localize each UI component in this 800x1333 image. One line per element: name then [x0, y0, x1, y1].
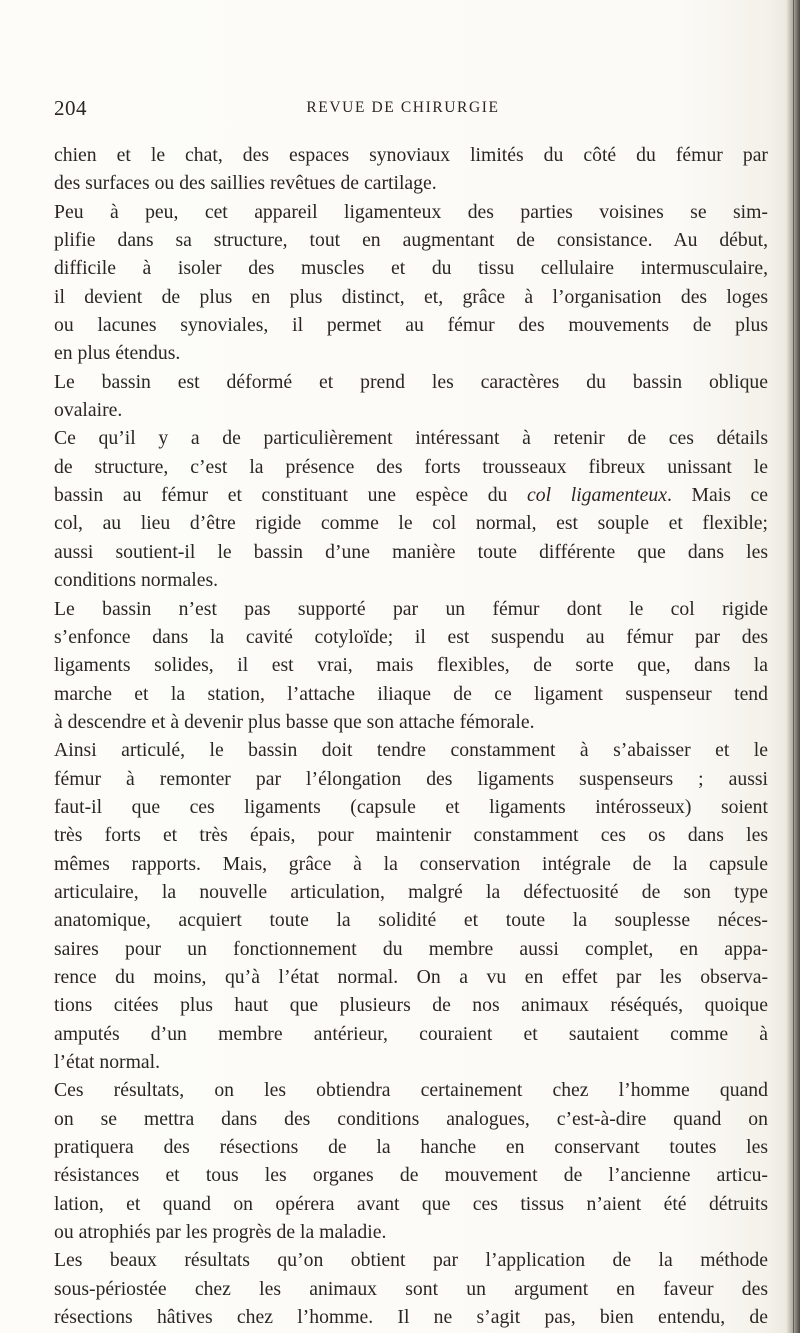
text-segment: ligaments solides, il est vrai, mais flexibles, de sorte que, dans la [54, 654, 768, 677]
text-segment: ou atrophiés par les progrès de la maladie. [54, 1221, 387, 1244]
text-segment: Ces résultats, on les obtiendra certainement chez l’homme quand [54, 1079, 768, 1102]
text-segment: ou lacunes synoviales, il permet au fémur des mouvements de plus [54, 314, 768, 337]
text-segment: tions citées plus haut que plusieurs de nos animaux réséqués, quoique [54, 994, 768, 1017]
text-line [54, 1161, 768, 1189]
text-segment: saires pour un fonctionnement du membre aussi complet, en appa- [54, 937, 768, 960]
italic-term: col ligamenteux [527, 484, 667, 507]
text-segment: difficile à isoler des muscles et du tissu cellulaire intermusculaire, [54, 257, 768, 280]
text-line [54, 226, 768, 254]
text-line [54, 850, 768, 878]
text-line [54, 141, 768, 169]
text-segment: Ainsi articulé, le bassin doit tendre constamment à s’abaisser et le [54, 739, 768, 762]
text-segment: Le bassin n’est pas supporté par un fémur dont le col rigide [54, 597, 768, 620]
text-line [54, 1275, 768, 1303]
text-segment: faut-il que ces ligaments (capsule et ligaments intérosseux) soient [54, 795, 768, 818]
body-text [54, 141, 768, 1331]
text-line [54, 1048, 768, 1076]
text-line [54, 963, 768, 991]
text-segment: pratiquera des résections de la hanche en conservant toutes les [54, 1136, 768, 1159]
text-segment: sous-périostée chez les animaux sont un argument en faveur des [54, 1277, 768, 1300]
text-segment: résections hâtives chez l’homme. Il ne s’agit pas, bien entendu, de [54, 1306, 768, 1329]
text-line [54, 169, 768, 197]
text-segment: chien et le chat, des espaces synoviaux limités du côté du fémur par [54, 144, 768, 166]
text-line [54, 453, 768, 481]
text-segment: on se mettra dans des conditions analogues, c’est-à-dire quand on [54, 1107, 768, 1130]
text-segment: Les beaux résultats qu’on obtient par l’application de la méthode [54, 1249, 768, 1272]
page-edge-line [793, 0, 794, 1333]
text-line [54, 935, 768, 963]
text-segment: bassin au fémur et constituant une espèce du [54, 484, 528, 507]
text-segment: des surfaces ou des saillies revêtues de cartilage. [54, 172, 437, 195]
text-segment: mêmes rapports. Mais, grâce à la conservation intégrale de la capsule [54, 852, 768, 875]
text-segment: marche et la station, l’attache iliaque de ce ligament suspenseur tend [54, 682, 768, 705]
text-segment: Ce qu’il y a de particulièrement intéressant à retenir de ces détails [54, 427, 768, 450]
text-segment: articulaire, la nouvelle articulation, malgré la défectuosité de son type [54, 880, 768, 903]
text-line [54, 708, 768, 736]
text-segment: résistances et tous les organes de mouvement de l’ancienne articu- [54, 1164, 768, 1187]
text-segment: rence du moins, qu’à l’état normal. On a vu en effet par les observa- [54, 965, 768, 988]
text-segment: très forts et très épais, pour maintenir constamment ces os dans les [54, 824, 768, 847]
text-line [54, 651, 768, 679]
text-line [54, 906, 768, 934]
text-line [54, 991, 768, 1019]
text-segment: anatomique, acquiert toute la solidité et toute la souplesse néces- [54, 909, 768, 932]
text-segment: s’enfonce dans la cavité cotyloïde; il est suspendu au fémur par des [54, 625, 768, 648]
text-line [54, 339, 768, 367]
text-line [54, 595, 768, 623]
text-line [54, 623, 768, 651]
text-segment: à descendre et à devenir plus basse que son attache fémorale. [54, 710, 535, 733]
text-segment: aussi soutient-il le bassin d’une manière toute différente que dans les [54, 540, 768, 563]
text-line [54, 1133, 768, 1161]
text-segment: conditions normales. [54, 569, 219, 592]
text-line [54, 765, 768, 793]
text-segment: en plus étendus. [54, 342, 181, 365]
text-line [54, 793, 768, 821]
text-segment: plifie dans sa structure, tout en augmentant de consistance. Au début, [54, 229, 768, 252]
text-line [54, 878, 768, 906]
text-line [54, 736, 768, 764]
text-segment: . Mais ce [666, 484, 768, 507]
text-segment: Le bassin est déformé et prend les caractères du bassin oblique [54, 370, 768, 393]
text-line [54, 254, 768, 282]
text-segment: de structure, c’est la présence des forts trousseaux fibreux unissant le [54, 455, 768, 478]
text-line [54, 1190, 768, 1218]
text-line [54, 509, 768, 537]
text-segment: lation, et quand on opérera avant que ces tissus n’aient été détruits [54, 1192, 768, 1215]
text-line [54, 1105, 768, 1133]
text-line [54, 198, 768, 226]
text-line [54, 311, 768, 339]
text-line [54, 680, 768, 708]
text-segment: amputés d’un membre antérieur, couraient et sautaient comme à [54, 1022, 768, 1045]
text-segment: l’état normal. [54, 1051, 161, 1073]
text-segment: col, au lieu d’être rigide comme le col normal, est souple et flexible; [54, 512, 768, 535]
text-line [54, 1076, 768, 1104]
page-number: 204 [54, 96, 87, 120]
text-line [54, 424, 768, 452]
text-line [54, 283, 768, 311]
text-line [54, 1303, 768, 1331]
text-line [54, 368, 768, 396]
page-header [54, 96, 752, 126]
running-head: REVUE DE CHIRURGIE [306, 99, 500, 116]
text-segment: il devient de plus en plus distinct, et, grâce à l’organisation des loges [54, 285, 768, 308]
text-segment: ovalaire. [54, 399, 123, 422]
text-line [54, 1218, 768, 1246]
text-line [54, 481, 768, 509]
text-line [54, 1246, 768, 1274]
text-line [54, 396, 768, 424]
text-segment: Peu à peu, cet appareil ligamenteux des parties voisines se sim- [54, 200, 768, 223]
text-segment: fémur à remonter par l’élongation des ligaments suspenseurs ; aussi [54, 767, 768, 790]
text-line [54, 566, 768, 594]
text-line [54, 1020, 768, 1048]
text-line [54, 821, 768, 849]
text-line [54, 538, 768, 566]
